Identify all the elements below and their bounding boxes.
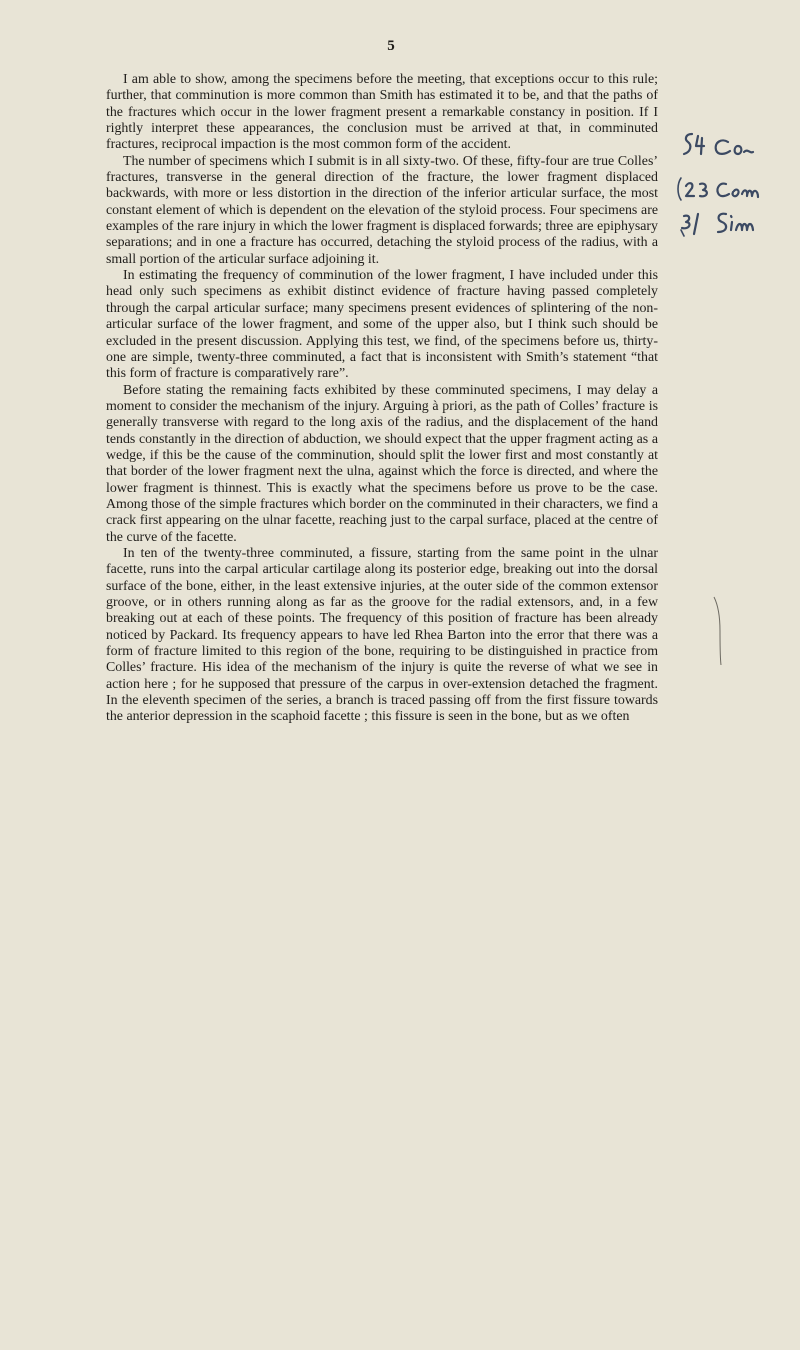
handwritten-margin-note xyxy=(676,130,794,250)
body-text xyxy=(106,72,658,726)
page-number: 5 xyxy=(387,38,395,54)
paragraph-1: I am able to show, among the specimens before the meeting, that exceptions occur to this rule; further, that comminution is more common than Smith has estimated it to be, and that the paths of the fractures which occur in the lower fragment present a remarkable constancy in position. If I rightly interpret these appearances, the conclusion must be arrived at that, in comminuted fractures, reciprocal impaction is the most common form of the accident. xyxy=(106,72,658,153)
paragraph-2: The number of specimens which I submit is in all sixty-two. Of these, fifty-four are true Colles’ fractures, transverse in the general direction of the fracture, the lower fragment displaced backwards, with more or less distortion in the direction of the inferior articular surface, the most constant element of which is dependent on the elevation of the styloid process. Four specimens are examples of the rare injury in which the lower fragment is displaced forwards; three are epiphysary separations; and in one a fracture has occurred, detaching the styloid process of the radius, with a small portion of the articular surface adjoining it. xyxy=(106,153,658,267)
paragraph-4: Before stating the remaining facts exhibited by these comminuted specimens, I may delay a moment to consider the mechanism of the injury. Arguing à priori, as the path of Colles’ fracture is generally transverse with regard to the long axis of the radius, and the displacement of the hand tends constantly in the direction of abduction, we should expect that the upper fragment acting as a wedge, if this be the cause of the comminution, should split the lower first and most constantly at that border of the lower fragment next the ulna, against which the force is directed, and where the lower fragment is thinnest. This is exactly what the specimens before us prove to be the case. Among those of the simple fractures which border on the comminuted in their characters, we find a crack first appearing on the ulnar facette, reaching just to the carpal surface, placed at the centre of the curve of the facette. xyxy=(106,382,658,545)
paragraph-3: In estimating the frequency of comminution of the lower fragment, I have included under this head only such specimens as exhibit distinct evidence of fracture having passed completely through the carpal articular surface; many specimens present evidences of splintering of the non-articular surface of the lower fragment, and some of the upper also, but I think such should be excluded in the present discussion. Applying this test, we find, of the specimens before us, thirty-one are simple, twenty-three comminuted, a fact that is inconsistent with Smith’s statement “that this form of fracture is comparatively rare”. xyxy=(106,268,658,382)
paragraph-5: In ten of the twenty-three comminuted, a fissure, starting from the same point in the ulnar facette, runs into the carpal articular cartilage along its posterior edge, breaking out into the dorsal surface of the bone, either, in the least extensive injuries, at the outer side of the common extensor groove, or in others running along as far as the groove for the radial extensors, and, in a few breaking out at each of these points. The frequency of this position of fracture has been already noticed by Packard. Its frequency appears to have led Rhea Barton into the error that there was a form of fracture limited to this region of the bone, requiring to be distinguished in practice from Colles’ fracture. His idea of the mechanism of the injury is quite the reverse of what we see in action here ; for he supposed that pressure of the carpus in over-extension detached the fragment. In the eleventh specimen of the series, a branch is traced passing off from the first fissure towards the anterior depression in the scaphoid facette ; this fissure is seen in the bone, but as we often xyxy=(106,545,658,725)
margin-mark-icon xyxy=(712,595,724,667)
handwriting-icon xyxy=(676,130,794,250)
